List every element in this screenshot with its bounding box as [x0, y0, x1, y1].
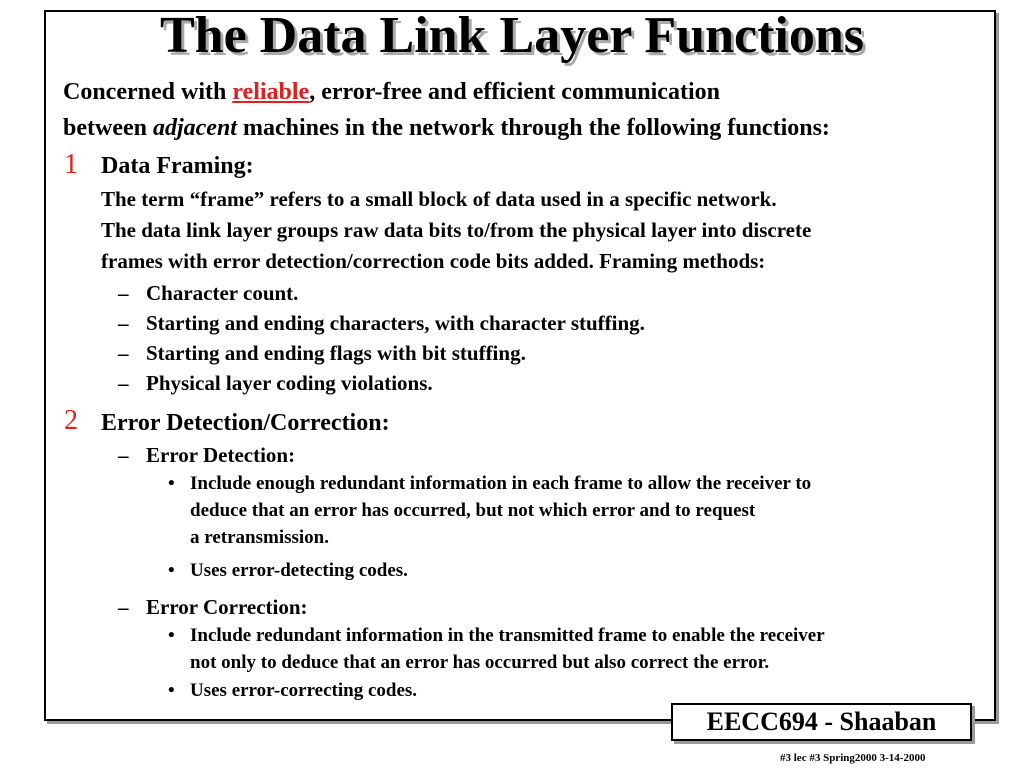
- framing-method: Physical layer coding violations.: [146, 371, 433, 395]
- framing-method: Character count.: [146, 281, 299, 305]
- framing-text-line: frames with error detection/correction code bits added. Framing methods:: [101, 249, 766, 273]
- framing-text-line: The data link layer groups raw data bits to/from the physical layer into discrete: [101, 218, 812, 242]
- bullet-marker: •: [168, 625, 175, 646]
- intro-text: Concerned with: [63, 79, 233, 105]
- bullet-marker: •: [168, 473, 175, 494]
- correction-bullet-2: Uses error-correcting codes.: [190, 680, 418, 701]
- dash-marker: –: [118, 443, 129, 467]
- detection-bullet-line: a retransmission.: [190, 527, 329, 548]
- section-number-1: 1: [64, 149, 78, 180]
- correction-bullet-line: Include redundant information in the transmitted frame to enable the receiver: [190, 625, 825, 646]
- bullet-marker: •: [168, 560, 175, 581]
- reliable-word: reliable: [232, 79, 310, 105]
- dash-marker: –: [118, 341, 129, 365]
- slide-title: The Data Link Layer Functions: [159, 7, 865, 64]
- intro-text: , error-free and efficient communication: [309, 79, 720, 105]
- framing-method: Starting and ending flags with bit stuffing.: [146, 341, 526, 365]
- adjacent-word: adjacent: [152, 115, 237, 141]
- correction-bullet-line: not only to deduce that an error has occurred but also correct the error.: [190, 652, 770, 673]
- framing-method: Starting and ending characters, with character stuffing.: [146, 311, 645, 335]
- bullet-marker: •: [168, 680, 175, 701]
- detection-bullet-line: deduce that an error has occurred, but not which error and to request: [190, 500, 756, 521]
- section-number-2: 2: [64, 405, 78, 436]
- course-label: EECC694 - Shaaban: [671, 703, 972, 741]
- dash-marker: –: [118, 371, 129, 395]
- dash-marker: –: [118, 281, 129, 305]
- detection-bullet-2: Uses error-detecting codes.: [190, 560, 408, 581]
- error-correction-heading: Error Correction:: [146, 595, 308, 619]
- section-heading-framing: Data Framing:: [101, 153, 254, 179]
- intro-line-2: [63, 114, 830, 142]
- dash-marker: –: [118, 595, 129, 619]
- intro-text: between: [63, 115, 153, 141]
- section-heading-error: Error Detection/Correction:: [101, 410, 390, 436]
- error-detection-heading: Error Detection:: [146, 443, 296, 467]
- detection-bullet-line: Include enough redundant information in each frame to allow the receiver to: [190, 473, 812, 494]
- slide-footer: #3 lec #3 Spring2000 3-14-2000: [780, 752, 926, 764]
- intro-line-1: [63, 78, 720, 106]
- framing-text-line: The term “frame” refers to a small block of data used in a specific network.: [101, 187, 777, 211]
- dash-marker: –: [118, 311, 129, 335]
- intro-text: machines in the network through the following functions:: [236, 115, 830, 141]
